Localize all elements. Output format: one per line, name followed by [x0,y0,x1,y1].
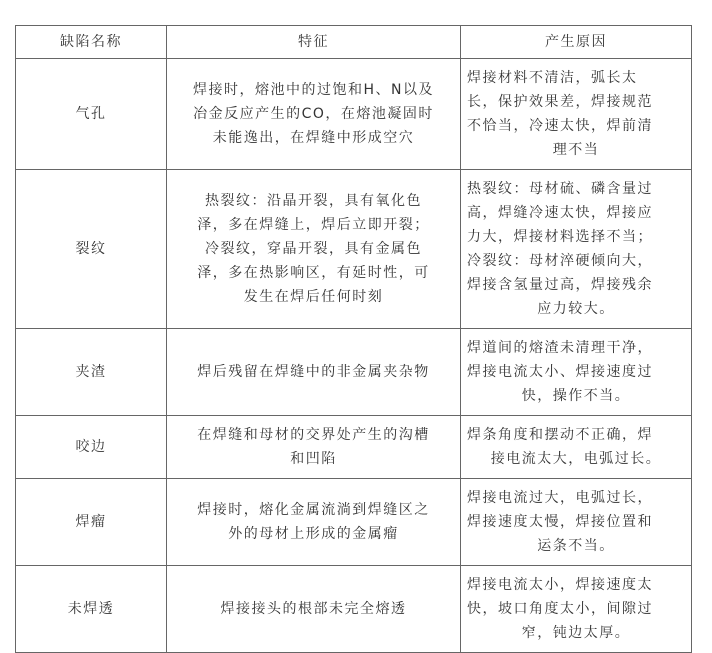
table-row [16,479,692,566]
text-line: 未能逸出，在焊缝中形成空穴 [212,130,415,146]
table-row [16,329,692,416]
text-line: 焊条角度和摆动不正确，焊 [467,427,653,443]
welding-defects-table [15,25,692,653]
defect-name: 咬边 [16,416,167,479]
text-line: 冷裂纹，穿晶开裂，具有金属色 [205,241,422,257]
text-line: 快，操作不当。 [521,388,631,404]
table-row [16,416,692,479]
defect-cause [461,329,692,416]
header-cause: 产生原因 [461,26,692,59]
text-line: 窄，钝边太厚。 [521,625,631,641]
text-line: 泽，多在热影响区，有延时性，可 [197,265,430,281]
defect-cause [461,416,692,479]
defect-name: 气孔 [16,59,167,170]
table-row [16,59,692,170]
text-line: 力大，焊接材料选择不当； [467,229,653,245]
defect-cause [461,59,692,170]
text-line: 发生在焊后任何时刻 [243,289,384,305]
text-line: 焊接时，熔化金属流淌到焊缝区之 [197,502,430,518]
header-row [16,26,692,59]
text-line: 运条不当。 [537,538,615,554]
defect-feature [167,59,461,170]
text-line: 高，焊缝冷速太快，焊接应 [467,205,653,221]
text-line: 焊接材料不清洁，弧长太 [467,70,638,86]
text-line: 热裂纹：沿晶开裂，具有氧化色 [205,193,422,209]
text-line: 焊接含氢量过高，焊接残余 [467,277,653,293]
defect-feature [167,170,461,329]
text-line: 长，保护效果差，焊接规范 [467,94,653,110]
table-row [16,170,692,329]
text-line: 冶金反应产生的CO，在熔池凝固时 [193,106,434,122]
defect-cause [461,170,692,329]
text-line: 在焊缝和母材的交界处产生的沟槽 [197,427,430,443]
text-line: 焊接接头的根部未完全熔透 [220,601,407,617]
text-line: 不恰当，冷速太快，焊前清 [467,118,653,134]
header-defect-name: 缺陷名称 [16,26,167,59]
table-row [16,566,692,653]
defect-feature [167,479,461,566]
defect-feature [167,566,461,653]
text-line: 焊接电流过大，电弧过长， [467,490,653,506]
text-line: 焊接时，熔池中的过饱和H、N以及 [193,82,434,98]
header-feature: 特征 [167,26,461,59]
defect-name: 夹渣 [16,329,167,416]
text-line: 焊接电流太小、焊接速度过 [467,364,653,380]
text-line: 焊接电流太小，焊接速度太 [467,577,653,593]
defect-cause [461,566,692,653]
text-line: 焊接速度太慢，焊接位置和 [467,514,653,530]
text-line: 接电流太大，电弧过长。 [490,451,662,467]
text-line: 焊道间的熔渣未清理干净， [467,340,653,356]
text-line: 理不当 [552,142,600,158]
text-line: 快，坡口角度太小，间隙过 [467,601,653,617]
defect-feature [167,329,461,416]
defect-name: 焊瘤 [16,479,167,566]
text-line: 冷裂纹：母材淬硬倾向大， [467,253,653,269]
defect-cause [461,479,692,566]
text-line: 热裂纹：母材硫、磷含量过 [467,181,653,197]
text-line: 泽，多在焊缝上，焊后立即开裂； [197,217,430,233]
defect-feature [167,416,461,479]
text-line: 和凹陷 [290,451,337,467]
text-line: 外的母材上形成的金属瘤 [228,526,399,542]
text-line: 应力较大。 [537,301,615,317]
defect-name: 裂纹 [16,170,167,329]
defect-name: 未焊透 [16,566,167,653]
text-line: 焊后残留在焊缝中的非金属夹杂物 [197,364,430,380]
